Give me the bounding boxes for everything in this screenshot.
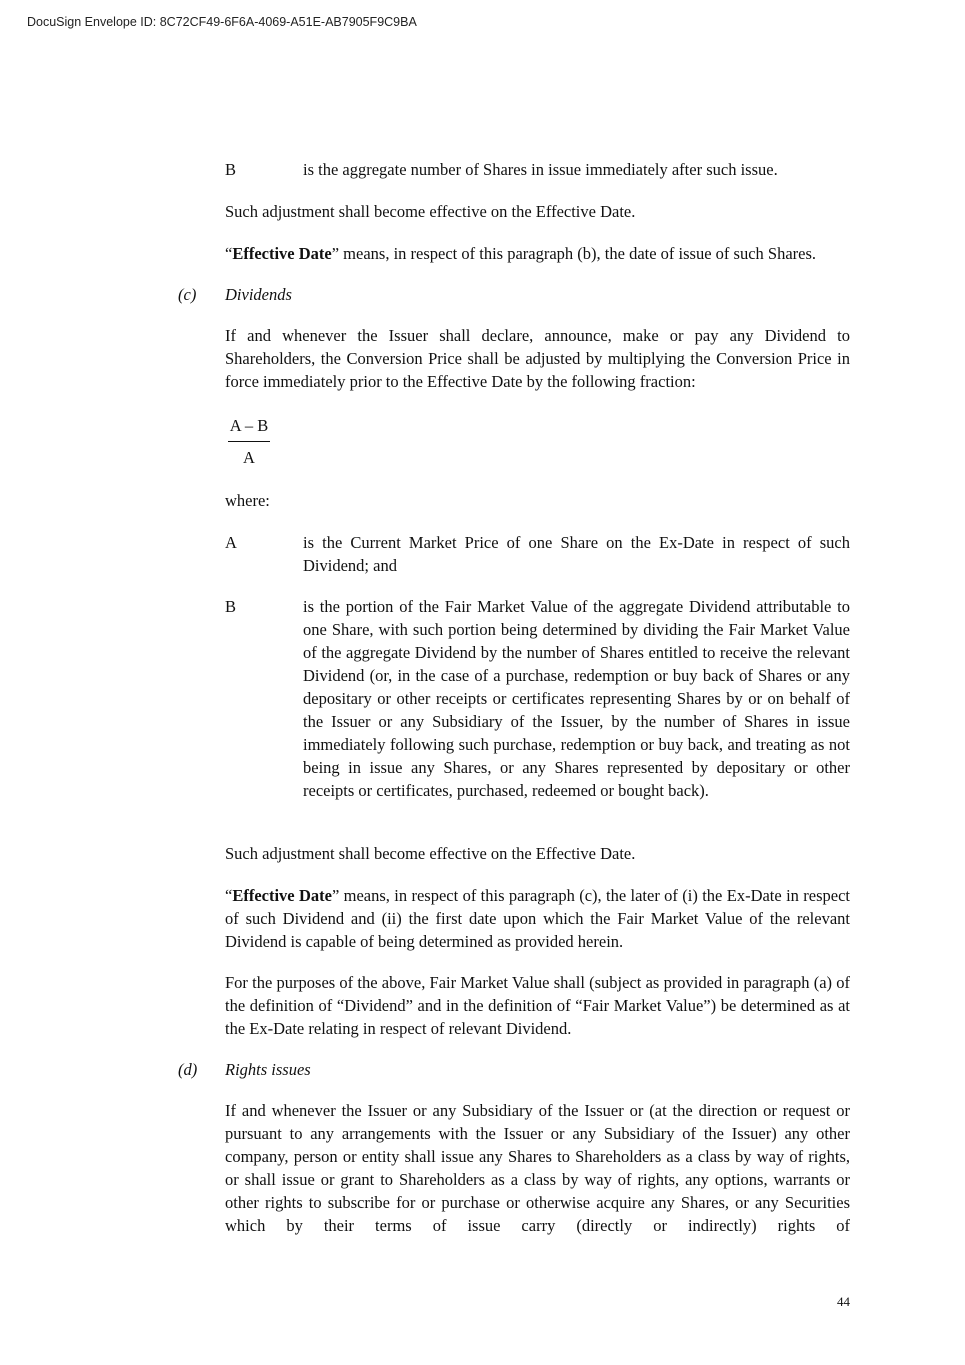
adjustment-note-1: Such adjustment shall become effective on the Effective Date. (225, 202, 636, 221)
section-d-paragraph: If and whenever the Issuer or any Subsidiary of the Issuer or (at the direction or request or pursuant to any arrangements with the Issuer or any Subsidiary of the Issuer) any other company, person or entity shall issue any Shares to Shareholders as a class by way of rights, or shall issue or grant to Shareholders as a class by way of rights, any options, warrants or other rights to subscribe for or purchase or otherwise acquire any Shares, or any Securities which by their terms of issue carry (directly or indirectly) rights of (225, 1101, 850, 1235)
fraction (228, 415, 270, 469)
def-text-b: is the portion of the Fair Market Value of the aggregate Dividend attributable to one Share, with such portion being determined by dividing the Fair Market Value of the aggregate Dividend by the number of Shares entitled to receive the relevant Dividend (or, in the case of a purchase, redemption or buy back of Shares or any depositary or other receipts or certificates representing Shares by or on behalf of the Issuer or any Subsidiary of the Issuer, by the number of Shares in issue immediately following such purchase, redemption or buy back, and treating as not being in issue any Shares, or any Shares represented by depositary or other receipts or certificates, purchased, redeemed or bought back). (303, 597, 850, 800)
adjustment-note-2: Such adjustment shall become effective on the Effective Date. (225, 844, 636, 863)
section-d-title: Rights issues (225, 1060, 311, 1079)
defined-term: Effective Date (232, 244, 332, 263)
where-label: where: (225, 491, 270, 510)
section-c-letter: (c) (178, 285, 197, 304)
section-c-title: Dividends (225, 285, 292, 304)
section-d-letter: (d) (178, 1060, 198, 1079)
page-number: 44 (837, 1294, 850, 1309)
definition-text: ” means, in respect of this paragraph (b), the date of issue of such Shares. (331, 244, 817, 263)
fraction-denominator: A (243, 448, 255, 467)
def-text-b-top: is the aggregate number of Shares in issue immediately after such issue. (303, 160, 778, 179)
effective-date-definition-c (225, 884, 850, 953)
section-c-paragraph: If and whenever the Issuer shall declare, announce, make or pay any Dividend to Shareholders, the Conversion Price shall be adjusted by multiplying the Conversion Price in force immediately prior to the Effective Date by the following fraction: (225, 326, 850, 391)
quote-open: “ (225, 886, 233, 905)
def-label-a: A (225, 533, 237, 552)
quote-open: “ (225, 244, 233, 263)
fair-market-value-paragraph: For the purposes of the above, Fair Market Value shall (subject as provided in paragraph (a) of the definition of “Dividend” and in the definition of “Fair Market Value”) be determined as at the Ex-Date relating in respect of relevant Dividend. (225, 973, 850, 1038)
envelope-id: DocuSign Envelope ID: 8C72CF49-6F6A-4069-A51E-AB7905F9C9BA (27, 15, 417, 29)
fraction-numerator: A – B (228, 415, 270, 442)
def-label-b-top: B (225, 160, 237, 179)
defined-term: Effective Date (232, 886, 332, 905)
def-label-b: B (225, 597, 237, 616)
effective-date-definition-b (225, 242, 850, 265)
definition-text: ” means, in respect of this paragraph (c), the later of (i) the Ex-Date in respect of such Dividend and (ii) the first date upon which the Fair Market Value of the relevant Dividend is capable of being determined as provided herein. (225, 886, 850, 951)
def-text-a: is the Current Market Price of one Share on the Ex-Date in respect of such Dividend; and (303, 533, 850, 575)
